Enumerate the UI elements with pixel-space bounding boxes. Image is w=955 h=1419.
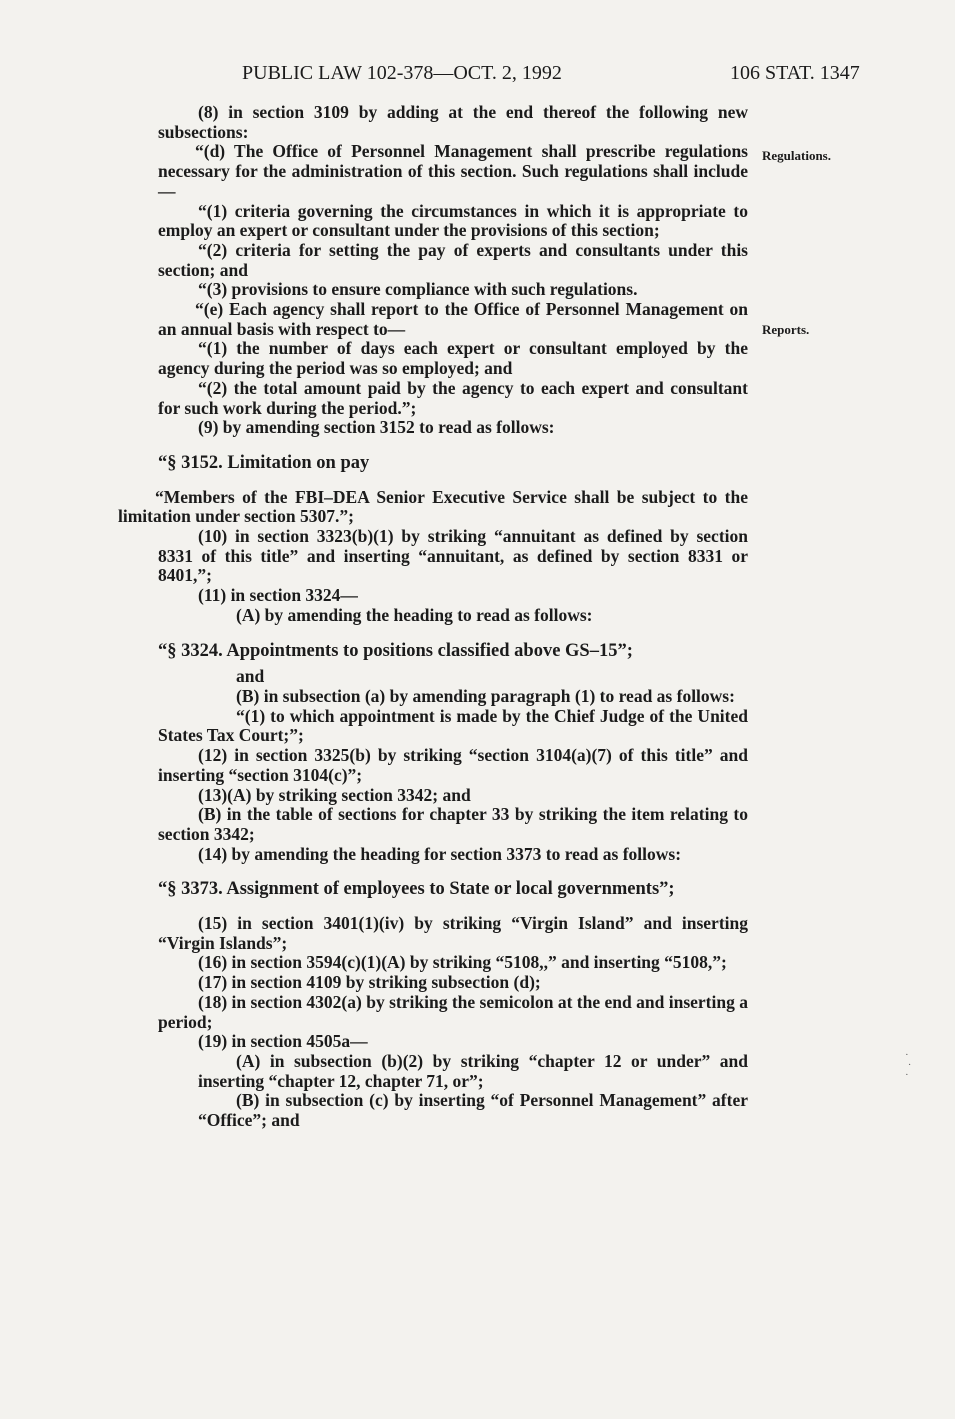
paragraph: (17) in section 4109 by striking subsection (d); (198, 972, 541, 993)
paragraph: (12) in section 3325(b) by striking “section 3104(a)(7) of this title” and inserting “section 3104(c)”; (158, 745, 748, 785)
paragraph: (9) by amending section 3152 to read as follows: (198, 417, 555, 438)
paragraph: “(1) criteria governing the circumstances in which it is appropriate to employ an expert or consultant under the provisions of this section; (158, 200, 748, 241)
section-heading: “§ 3152. Limitation on pay (158, 452, 370, 473)
paragraph: “(d) The Office of Personnel Management shall prescribe regulations necessary for the administration of this section. Such regulations shall include— (158, 141, 748, 201)
paragraph: (A) by amending the heading to read as follows: (236, 604, 593, 625)
paragraph: (16) in section 3594(c)(1)(A) by striking “5108,,” and inserting “5108,”; (198, 952, 727, 973)
header-title: PUBLIC LAW 102-378—OCT. 2, 1992 (242, 62, 562, 84)
header-stat-citation: 106 STAT. 1347 (730, 62, 860, 84)
paragraph: “(2) criteria for setting the pay of experts and consultants under this section; and (158, 239, 748, 280)
section-heading: “§ 3324. Appointments to positions classified above GS–15”; (158, 640, 633, 661)
paragraph: (19) in section 4505a— (198, 1031, 368, 1052)
paragraph: (B) in subsection (a) by amending paragraph (1) to read as follows: (236, 685, 735, 706)
paragraph: “(e) Each agency shall report to the Office of Personnel Management on an annual basis with respect to— (158, 299, 748, 339)
page-header (0, 62, 955, 92)
paragraph: (10) in section 3323(b)(1) by striking “annuitant as defined by section 8331 of this title” and inserting “annuitant, as defined by section 8331 or 8401,”; (158, 526, 748, 586)
document-body (118, 102, 748, 1131)
paragraph: (B) in the table of sections for chapter 33 by striking the item relating to section 3342; (158, 804, 748, 844)
section-heading: “§ 3373. Assignment of employees to State or local governments”; (158, 879, 675, 900)
paragraph: “(3) provisions to ensure compliance with such regulations. (198, 279, 638, 300)
paragraph: “(1) the number of days each expert or consultant employed by the agency during the period was so employed; and (158, 338, 748, 379)
scan-specks: · · · (905, 1049, 912, 1081)
margin-note-regulations: Regulations. (762, 148, 831, 163)
paragraph: “(2) the total amount paid by the agency to each expert and consultant for such work during the period.”; (158, 377, 748, 418)
paragraph: (15) in section 3401(1)(iv) by striking “Virgin Island” and inserting “Virgin Islands”; (158, 913, 748, 953)
paragraph: and (236, 666, 265, 687)
paragraph: (A) in subsection (b)(2) by striking “chapter 12 or under” and inserting “chapter 12, chapter 71, or”; (198, 1050, 748, 1091)
paragraph: (11) in section 3324— (198, 585, 358, 606)
margin-note-reports: Reports. (762, 322, 810, 337)
paragraph: (18) in section 4302(a) by striking the semicolon at the end and inserting a period; (158, 991, 748, 1032)
paragraph: “Members of the FBI–DEA Senior Executive Service shall be subject to the limitation under section 5307.”; (118, 486, 748, 527)
paragraph: (14) by amending the heading for section 3373 to read as follows: (198, 843, 682, 864)
paragraph: (13)(A) by striking section 3342; and (198, 784, 471, 805)
paragraph: (B) in subsection (c) by inserting “of Personnel Management” after “Office”; and (198, 1090, 748, 1131)
paragraph: “(1) to which appointment is made by the Chief Judge of the United States Tax Court;”; (158, 705, 748, 746)
paragraph: (8) in section 3109 by adding at the end thereof the following new subsections: (158, 102, 748, 142)
